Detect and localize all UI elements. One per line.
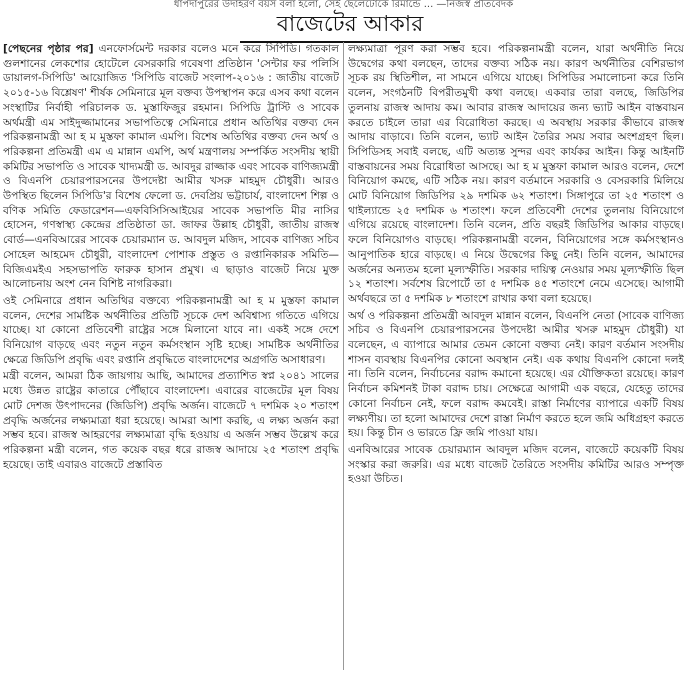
article-headline: বাজেটের আকার <box>276 12 424 37</box>
paragraph <box>3 42 339 292</box>
continuation-kicker: [পেছনের পৃষ্ঠার পর] <box>3 43 94 55</box>
paragraph: অর্থ ও পরিকল্পনা প্রতিমন্ত্রী আবদুল মান্নান বলেন, বিএনপি নেতা (সাবেক বাণিজ্য সচিব ও বিএনপি চেয়ারপারসনের উপদেষ্টা আমীর খসরু মাহমুদ চৌধুরী) যা বলেছেন, এ ব্যাপারে আমার তেমন কোনো বক্তব্য নেই। কারণ বর্তমান সংসদীয় শাসন ব্যবস্থায় বিএনপির কোনো অবস্থান নেই। এক কথায় বিএনপি কোনো দলই না। তিনি বলেন, নির্বাচনের বরাদ্দ কমানো হয়েছে। এর যৌক্তিকতা রয়েছে। কারণ নির্বাচন কমিশনই টাকা বরাদ্দ চায়। সেক্ষেত্রে আগামী এক বছরে, যেহেতু তাদের কোনো নির্বাচন নেই, ফলে বরাদ্দ কমবেই। রাস্তা নির্মাণের ব্যাপারে একটি বিষয় লক্ষ্যণীয়। তা হলো আমাদের দেশে রাস্তা নির্মাণ করতে হলে জমি অধিগ্রহণ করতে হয়। কিন্তু চীন ও ভারতে ফ্রি জমি পাওয়া যায়। <box>348 309 684 440</box>
previous-article-snippet: ধাপদাপুরের উদাহরণ বয়স বলা হলো, সেই ছেলেটোকে রিমান্ডে ... —নিজস্ব প্রতিবেদক <box>173 0 514 9</box>
paragraph: লক্ষ্যমাত্রা পূরণ করা সম্ভব হবে। পরিকল্পনামন্ত্রী বলেন, যারা অর্থনীতি নিয়ে উদ্বেগের কথা বলছেন, তাদের বক্তব্য সঠিক নয়। কারণ অর্থনীতির বেশিরভাগ সূচক রয় স্থিতিশীল, না সামনে এগিয়ে যাচ্ছে। সিপিডির সমালোচনা করে তিনি বলেন, সংগঠনটি বিপরীতমুখী কথা বলছে। একবার তারা বলছে, জিডিপির তুলনায় রাজস্ব আদায় কম। আবার রাজস্ব আদায়ের জন্য ভ্যাট আইন বাস্তবায়ন করতে চাইলে তারা এর বিরোধিতা করছে। এ অবস্থায় সরকার কীভাবে রাজস্ব আদায় বাড়াবে। তিনি বলেন, ভ্যাট আইন তৈরির সময় সবার অংশগ্রহণ ছিল। সিপিডিসহ সবাই বলছে, এটি অত্যন্ত সুন্দর এবং কার্যকর আইন। কিন্তু আইনটি বাস্তবায়নের সময় বিরোধিতা আসছে। আ হ ম মুস্তফা কামাল আরও বলেন, দেশে বিনিয়োগ কমছে, এটি সঠিক নয়। কারণ বর্তমানে সরকারি ও বেসরকারি মিলিয়ে মোট বিনিয়োগ জিডিপির ২৯ দশমিক ৬২ শতাংশ। সিঙ্গাপুরে তা ২৫ শতাংশ ও থাইল্যান্ডে ২৫ দশমিক ৬ শতাংশ। ফলে প্রতিবেশী দেশের তুলনায় বিনিয়োগে এগিয়ে রয়েছে বাংলাদেশ। তিনি বলেন, প্রতি বছরই জিডিপির আকার বাড়ছে। ফলে বিনিয়োগও বাড়ছে। পরিকল্পনামন্ত্রী বলেন, বিনিয়োগের সঙ্গে কর্মসংস্থানও আনুপাতিক হারে বাড়ছে। এ নিয়ে উদ্বেগের কিছু নেই। তিনি বলেন, আমাদের অর্জনের অন্যতম হলো মূল্যস্ফীতি। সরকার দায়িত্ব নেওয়ার সময় মূল্যস্ফীতি ছিল ১২ শতাংশ। সর্বশেষ রিপোর্টে তা ৫ দশমিক ৪৫ শতাংশে নেমে এসেছে। আগামী অর্থবছরে তা ৫ দশমিক ৮ শতাংশে রাখার কথা বলা হয়েছে। <box>348 43 684 305</box>
paragraph-text: এনফোর্সমেন্ট দরকার বলেও মনে করে সিপিডি। গতকাল গুলশানের লেকশোর হোটেলে বেসরকারি গবেষণা প্রতিষ্ঠান 'সেন্টার ফর পলিসি ডায়ালগ-সিপিডি' আয়োজিত 'সিপিডি বাজেট সংলাপ-২০১৬ : জাতীয় বাজেট ২০১৫-১৬ বিশ্লেষণ' শীর্ষক সেমিনারে মূল বক্তব্য উপস্থাপন করে এসব কথা বলেন সংস্থাটির নির্বাহী পরিচালক ড. মুস্তাফিজুর রহমান। সিপিডি ট্রাস্টি ও সাবেক অর্থমন্ত্রী এম সাইদুজ্জামানের সভাপতিত্বে সেমিনারে প্রধান অতিথির বক্তব্য দেন পরিকল্পনামন্ত্রী আ হ ম মুস্তফা কামাল এমপি। বিশেষ অতিথির বক্তব্য দেন অর্থ ও পরিকল্পনা প্রতিমন্ত্রী এম এ মান্নান এমপি, অর্থ মন্ত্রণালয় সম্পর্কিত সংসদীয় স্থায়ী কমিটির সভাপতি ও সাবেক খাদ্যমন্ত্রী ড. আবদুর রাজ্জাক এবং সাবেক বাণিজ্যমন্ত্রী ও বিএনপি চেয়ারপারসনের উপদেষ্টা আমীর খসরু মাহমুদ চৌধুরী। আরও উপস্থিত ছিলেন সিপিডি'র বিশেষ ফেলো ড. দেবপ্রিয় ভট্টাচার্য, বাংলাদেশ শিল্প ও বণিক সমিতি ফেডারেশন—এফবিসিসিআইয়ের সাবেক সভাপতি মীর নাসির হোসেন, গণস্বাস্থ্য কেন্দ্রের প্রতিষ্ঠাতা ডা. জাফর উল্লাহ চৌধুরী, জাতীয় রাজস্ব বোর্ড—এনবিআরের সাবেক চেয়ারম্যান ড. আবদুল মজিদ, সাবেক বাণিজ্য সচিব সোহেল আহমেদ চৌধুরী, বাংলাদেশ পোশাক প্রস্তুত ও রপ্তানিকারক সমিতি—বিজিএমইএ সহসভাপতি ফারুক হাসান প্রমুখ। এ ছাড়াও বাজেট নিয়ে মুক্ত আলোচনায় অংশ নেন বিশিষ্ট নাগরিকরা। <box>3 43 339 291</box>
column-divider <box>343 42 344 670</box>
article-column-right <box>348 42 684 672</box>
paragraph: এনবিআরের সাবেক চেয়ারম্যান আবদুল মজিদ বলেন, বাজেটে কয়েকটি বিষয় সংস্কার করা জরুরি। এর মধ্যে বাজেট তৈরিতে সংসদীয় কমিটির আরও সম্পৃক্ত হওয়া উচিত। <box>348 443 684 486</box>
paragraph: ওই সেমিনারে প্রধান অতিথির বক্তব্যে পরিকল্পনামন্ত্রী আ হ ম মুস্তফা কামাল বলেন, দেশের সামষ্টিক অর্থনীতির প্রতিটি সূচকে দেশ অবিশ্বাস্য গতিতে এগিয়ে যাচ্ছে। যা কোনো প্রতিবেশী রাষ্ট্রের সঙ্গে মিলানো যাবে না। একই সঙ্গে দেশে বিনিয়োগ বাড়ছে এবং নতুন নতুন কর্মসংস্থান সৃষ্টি হচ্ছে। সামষ্টিক অর্থনীতির ক্ষেত্রে জিডিপি প্রবৃদ্ধি এবং রপ্তানি প্রবৃদ্ধিতে বাংলাদেশের অগ্রগতি অসাধারণ। <box>3 294 339 366</box>
paragraph: মন্ত্রী বলেন, আমরা ঠিক জায়গায় আছি, আমাদের প্রত্যাশিত স্বপ্ন ২০৪১ সালের মধ্যে উন্নত রাষ্ট্রের কাতারে পৌঁছাবে বাংলাদেশ। এবারের বাজেটের মূল বিষয় মোট দেশজ উৎপাদনের (জিডিপি) প্রবৃদ্ধি অর্জন। বাজেটে ৭ দশমিক ২০ শতাংশ প্রবৃদ্ধি অর্জনের লক্ষ্যমাত্রা ধরা হয়েছে। আমরা আশা করছি, এ লক্ষ্য অর্জন করা সম্ভব হবে। রাজস্ব আহরণের লক্ষ্যমাত্রা বৃদ্ধি হওয়ায় এ অর্জন সম্ভব উল্লেখ করে পরিকল্পনা মন্ত্রী বলেন, গত কয়েক বছর ধরে রাজস্ব আদায়ে ২৫ শতাংশ প্রবৃদ্ধি হয়েছে। তাই এবারও বাজেটে প্রস্তাবিত <box>3 370 339 471</box>
headline-box <box>240 9 460 43</box>
article-column-left <box>3 42 339 672</box>
